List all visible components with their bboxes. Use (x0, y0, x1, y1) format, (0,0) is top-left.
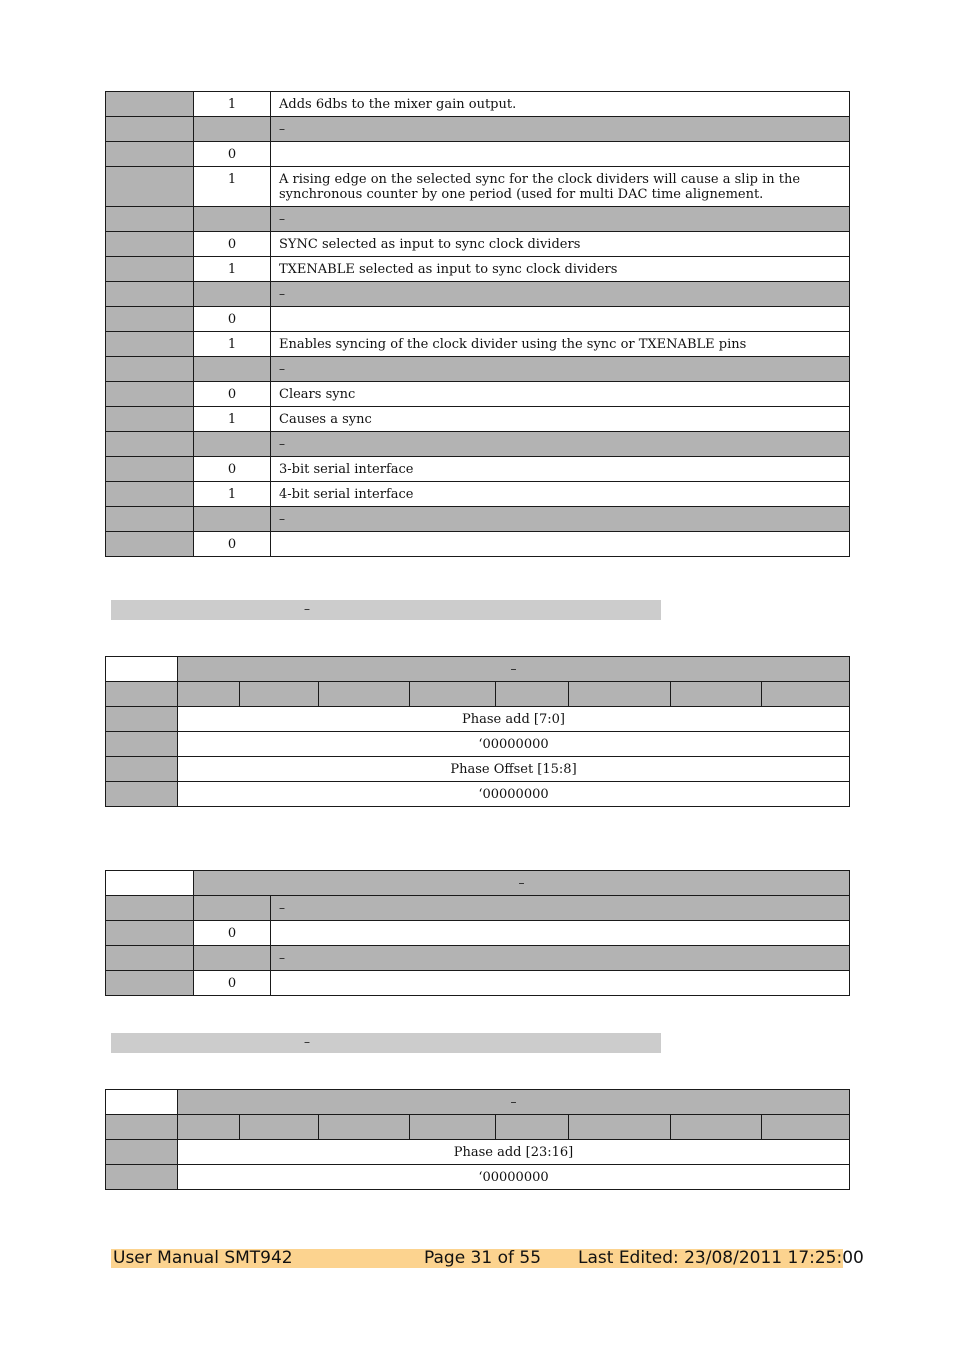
bit-cell (410, 682, 496, 707)
table-header-row (106, 432, 850, 457)
bit-name-cell (106, 307, 194, 332)
bit-cell (671, 682, 762, 707)
bit-number-cell (194, 117, 271, 142)
field-title-cell: – (271, 357, 850, 382)
section-heading-text: – (304, 1035, 310, 1049)
register-address-cell (106, 871, 194, 896)
register-title-row (106, 871, 850, 896)
field-title-cell: – (271, 207, 850, 232)
field-name-cell: Phase add [23:16] (178, 1140, 850, 1165)
field-title-cell: – (271, 432, 850, 457)
register-table (105, 656, 850, 807)
table-row (106, 457, 850, 482)
bit-name-cell (106, 896, 194, 921)
bit-value-cell: 0 (194, 921, 271, 946)
bit-name-cell (106, 332, 194, 357)
page-footer (111, 1248, 864, 1268)
table-row (106, 482, 850, 507)
bit-cell (410, 1115, 496, 1140)
bit-description-cell (271, 307, 850, 332)
table-row (106, 92, 850, 117)
bit-number-cell (194, 896, 271, 921)
bit-description-cell: 3-bit serial interface (271, 457, 850, 482)
row-label-cell (106, 1165, 178, 1190)
section-heading (111, 1033, 661, 1053)
bit-name-cell (106, 117, 194, 142)
bit-description-cell: SYNC selected as input to sync clock dividers (271, 232, 850, 257)
bit-description-cell: 4-bit serial interface (271, 482, 850, 507)
default-value-cell: ‘00000000 (178, 732, 850, 757)
footer-manual-title: User Manual SMT942 (113, 1248, 293, 1268)
field-title-cell: – (271, 507, 850, 532)
bit-cell (178, 1115, 240, 1140)
bit-value-cell: 1 (194, 332, 271, 357)
table-row (106, 257, 850, 282)
bit-description-cell: TXENABLE selected as input to sync clock dividers (271, 257, 850, 282)
bit-description-cell: Enables syncing of the clock divider using the sync or TXENABLE pins (271, 332, 850, 357)
register-address-cell (106, 1090, 178, 1115)
bit-description-cell (271, 532, 850, 557)
bit-number-row (106, 682, 850, 707)
table-row (106, 167, 850, 207)
bit-cell (762, 1115, 850, 1140)
bit-name-cell (106, 457, 194, 482)
table-row (106, 1165, 850, 1190)
bit-name-cell (106, 482, 194, 507)
table-row (106, 532, 850, 557)
bit-name-cell (106, 357, 194, 382)
row-label-cell (106, 682, 178, 707)
register-title-row (106, 1090, 850, 1115)
register-title-cell: – (178, 1090, 850, 1115)
bit-cell (319, 1115, 410, 1140)
table-row (106, 971, 850, 996)
register-table (105, 1089, 850, 1190)
bit-value-cell: 0 (194, 142, 271, 167)
table-row (106, 732, 850, 757)
bit-number-cell (194, 282, 271, 307)
table-row (106, 407, 850, 432)
field-name-cell: Phase Offset [15:8] (178, 757, 850, 782)
section-heading-text: – (304, 602, 310, 616)
bit-name-cell (106, 167, 194, 207)
bit-description-cell: Clears sync (271, 382, 850, 407)
bit-description-cell: A rising edge on the selected sync for the clock dividers will cause a slip in the synchronous counter by one period (used for multi DAC time alignement. (271, 167, 850, 207)
table-row (106, 332, 850, 357)
bit-name-cell (106, 971, 194, 996)
bit-description-table (105, 91, 850, 557)
bit-name-cell (106, 507, 194, 532)
bit-description-cell: Causes a sync (271, 407, 850, 432)
register-title-cell: – (178, 657, 850, 682)
bit-value-cell: 0 (194, 457, 271, 482)
table-header-row (106, 357, 850, 382)
register-address-cell (106, 657, 178, 682)
bit-name-cell (106, 232, 194, 257)
bit-name-cell (106, 382, 194, 407)
bit-cell (496, 1115, 569, 1140)
bit-cell (319, 682, 410, 707)
bit-cell (178, 682, 240, 707)
table-row (106, 757, 850, 782)
bit-name-cell (106, 407, 194, 432)
bit-name-cell (106, 921, 194, 946)
table-row (106, 1140, 850, 1165)
row-label-cell (106, 757, 178, 782)
bit-number-cell (194, 507, 271, 532)
bit-description-cell (271, 142, 850, 167)
row-label-cell (106, 1115, 178, 1140)
bit-cell (496, 682, 569, 707)
bit-cell (240, 1115, 319, 1140)
bit-number-cell (194, 946, 271, 971)
footer-last-edited: Last Edited: 23/08/2011 17:25:00 (578, 1248, 864, 1268)
table-header-row (106, 946, 850, 971)
table-row (106, 232, 850, 257)
bit-name-cell (106, 142, 194, 167)
bit-value-cell: 1 (194, 482, 271, 507)
bit-value-cell: 0 (194, 971, 271, 996)
bit-number-cell (194, 207, 271, 232)
table-header-row (106, 117, 850, 142)
bit-value-cell: 1 (194, 167, 271, 207)
field-title-cell: – (271, 946, 850, 971)
bit-cell (240, 682, 319, 707)
register-title-row (106, 657, 850, 682)
field-title-cell: – (271, 282, 850, 307)
field-name-cell: Phase add [7:0] (178, 707, 850, 732)
bit-name-cell (106, 207, 194, 232)
bit-value-cell: 0 (194, 232, 271, 257)
bit-number-cell (194, 432, 271, 457)
table-header-row (106, 896, 850, 921)
table-row (106, 782, 850, 807)
default-value-cell: ‘00000000 (178, 1165, 850, 1190)
bit-cell (569, 682, 671, 707)
bit-value-cell: 0 (194, 307, 271, 332)
bit-name-cell (106, 282, 194, 307)
bit-name-cell (106, 257, 194, 282)
field-title-cell: – (271, 117, 850, 142)
bit-name-cell (106, 946, 194, 971)
bit-value-cell: 1 (194, 92, 271, 117)
bit-description-table (105, 870, 850, 996)
section-heading (111, 600, 661, 620)
table-header-row (106, 207, 850, 232)
bit-name-cell (106, 532, 194, 557)
table-header-row (106, 282, 850, 307)
footer-page-number: Page 31 of 55 (424, 1248, 542, 1268)
register-title-cell: – (194, 871, 850, 896)
table-row (106, 307, 850, 332)
bit-cell (569, 1115, 671, 1140)
field-title-cell: – (271, 896, 850, 921)
default-value-cell: ‘00000000 (178, 782, 850, 807)
table-row (106, 707, 850, 732)
table-row (106, 382, 850, 407)
bit-description-cell (271, 971, 850, 996)
bit-description-cell (271, 921, 850, 946)
row-label-cell (106, 1140, 178, 1165)
table-header-row (106, 507, 850, 532)
table-row (106, 142, 850, 167)
bit-value-cell: 0 (194, 382, 271, 407)
bit-number-row (106, 1115, 850, 1140)
table-row (106, 921, 850, 946)
bit-name-cell (106, 432, 194, 457)
bit-cell (762, 682, 850, 707)
bit-name-cell (106, 92, 194, 117)
row-label-cell (106, 782, 178, 807)
bit-number-cell (194, 357, 271, 382)
bit-description-cell: Adds 6dbs to the mixer gain output. (271, 92, 850, 117)
bit-value-cell: 1 (194, 407, 271, 432)
row-label-cell (106, 732, 178, 757)
bit-cell (671, 1115, 762, 1140)
bit-value-cell: 0 (194, 532, 271, 557)
row-label-cell (106, 707, 178, 732)
bit-value-cell: 1 (194, 257, 271, 282)
